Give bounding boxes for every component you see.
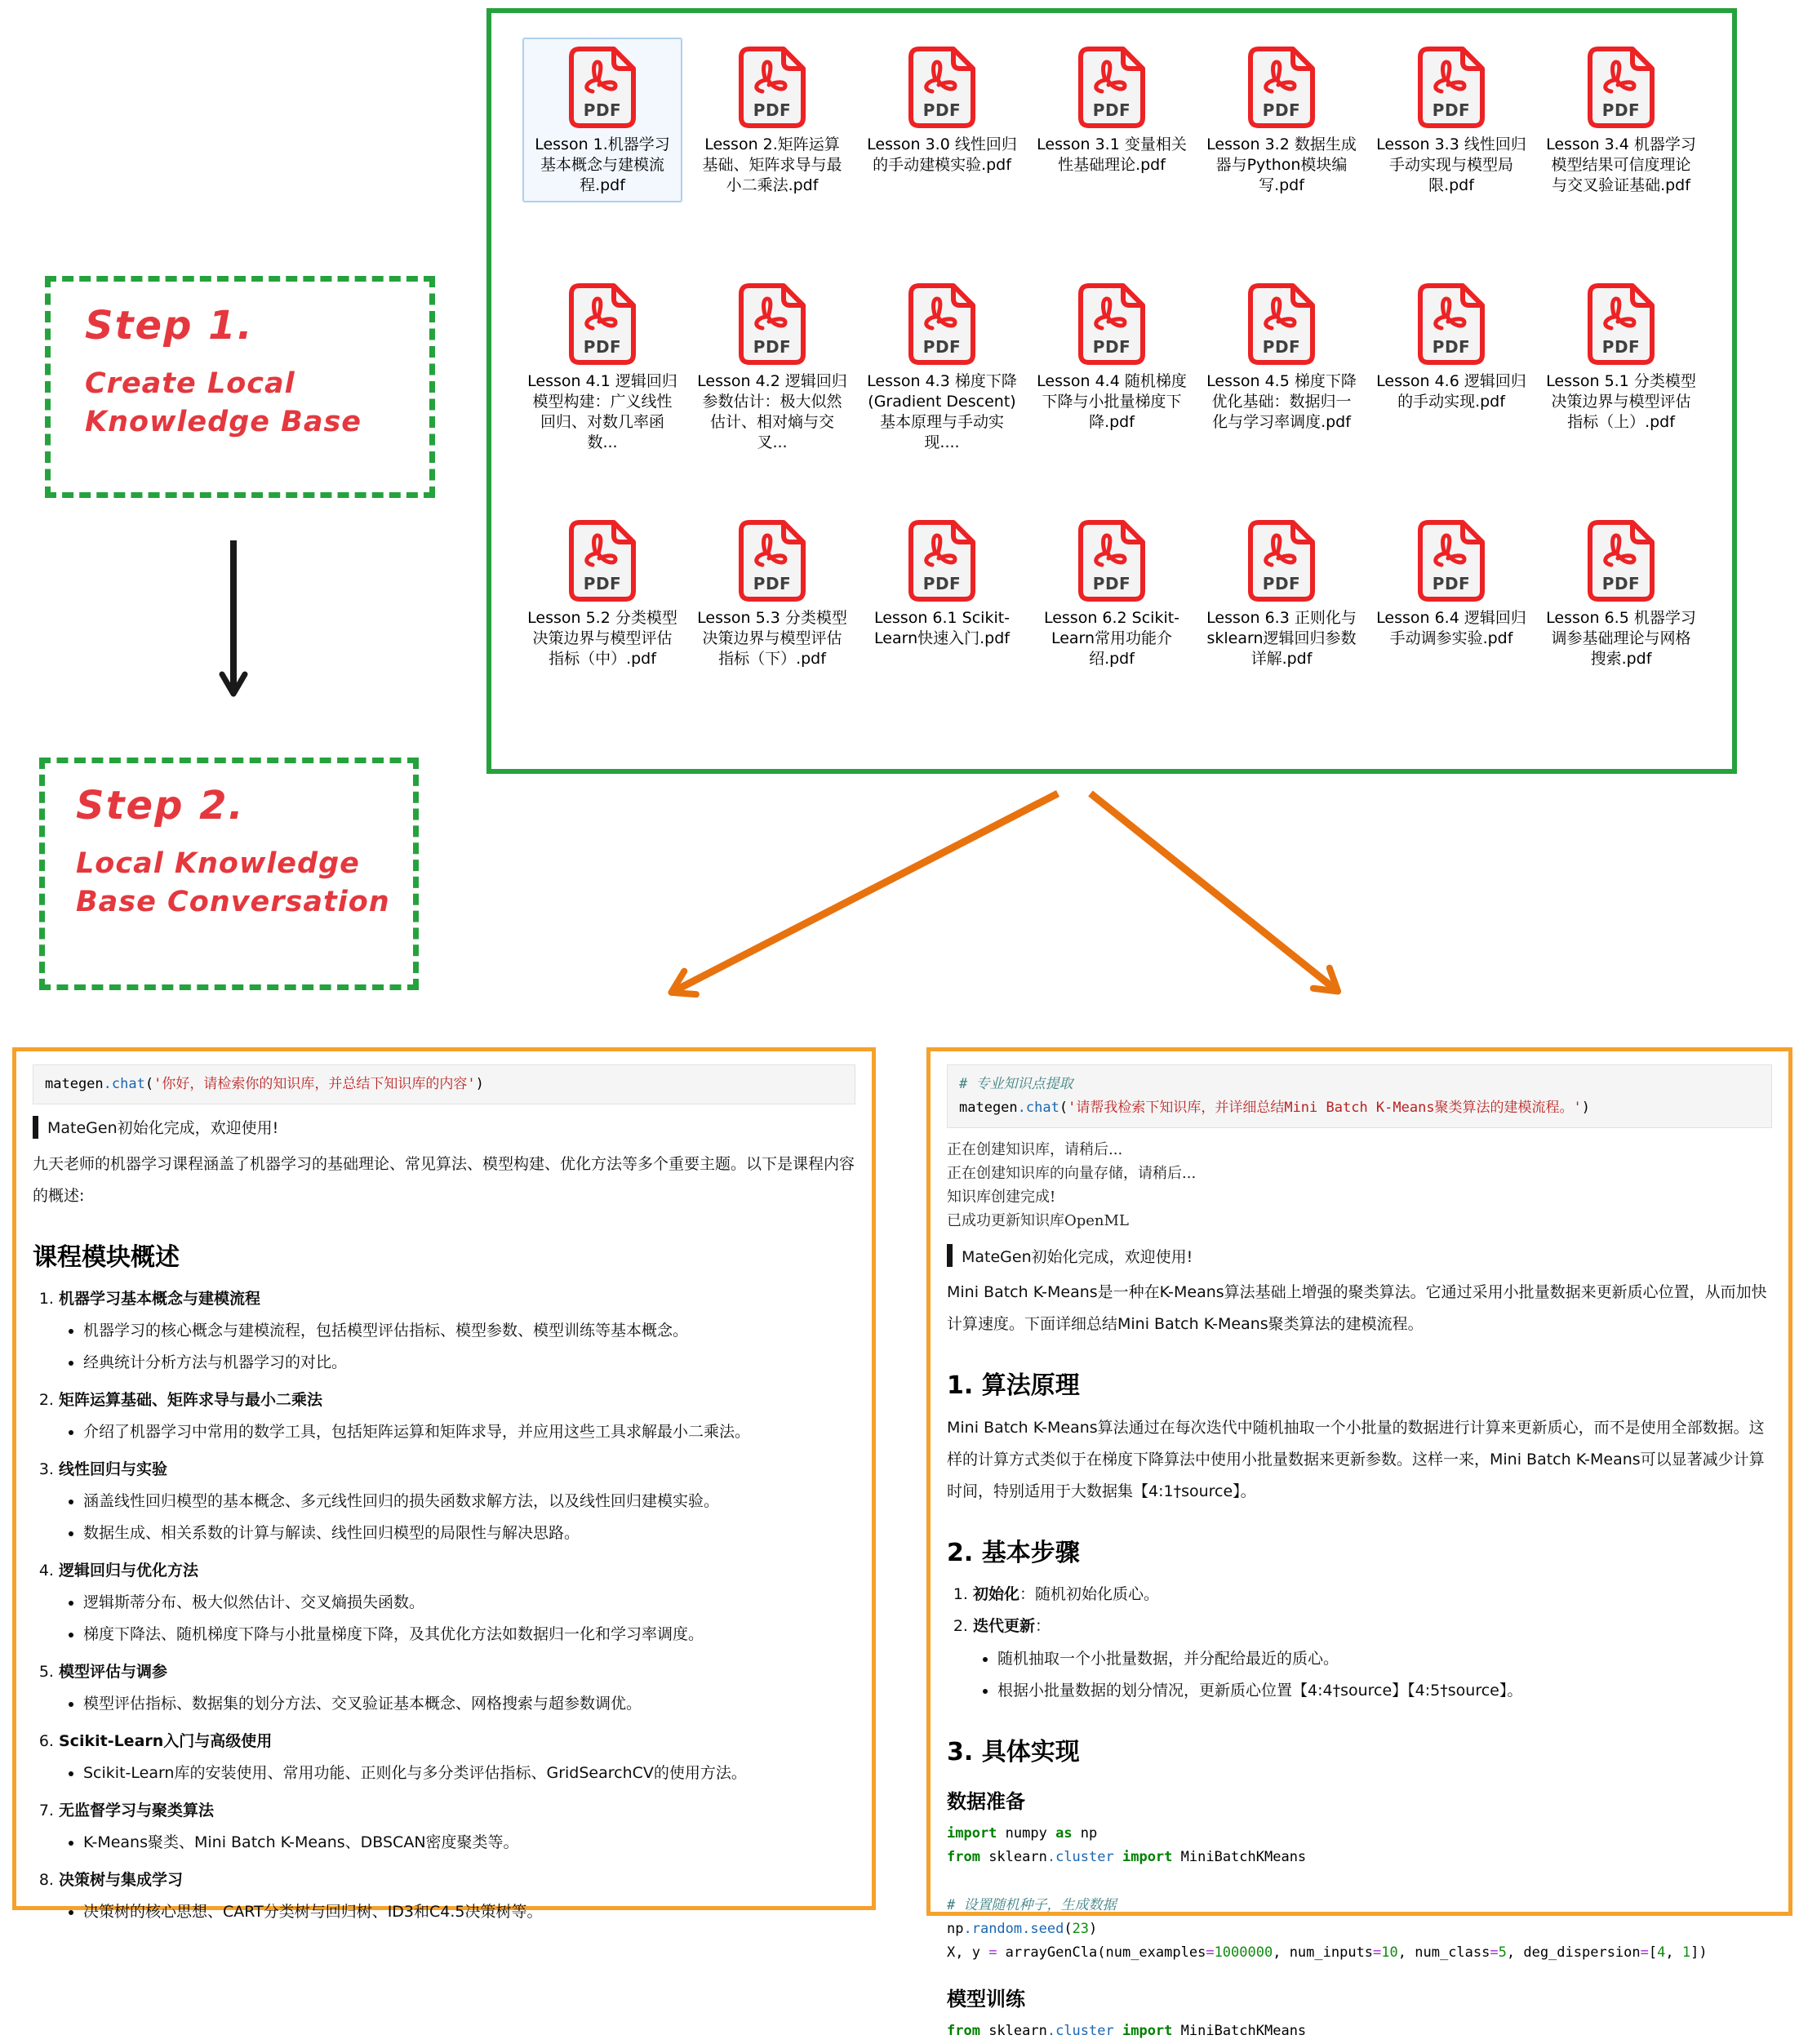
pdf-file-icon [908,282,976,366]
module-item [59,1556,855,1651]
pdf-file-icon [1077,519,1146,602]
minibatch-intro-paragraph: Mini Batch K-Means是一种在K-Means算法基础上增强的聚类算法。它通过采用小批量数据来更新质心位置，从而加快计算速度。下面详细总结Mini Batch K-Means聚类算法的建模流程。 [947,1283,1767,1334]
pdf-badge-label: PDF [1432,100,1471,120]
module-title: 无监督学习与聚类算法 [59,1801,215,1820]
pdf-file[interactable] [522,274,682,460]
module-bullet: • Scikit-Learn库的安装使用、常用功能、正则化与多分类评估指标、GridSearchCV的使用方法。 [83,1757,855,1789]
pdf-badge-label: PDF [1601,337,1641,357]
pdf-file-name: Lesson 3.3 线性回归手动实现与模型局限.pdf [1376,136,1526,195]
heading-data-prep: 数据准备 [947,1790,1025,1814]
step1-caption-line2: Knowledge Base [85,406,362,439]
init-message [33,1116,855,1139]
pdf-file-icon [908,519,976,602]
notebook-panel-minibatch [926,1047,1792,2040]
pdf-file-name: Lesson 3.2 数据生成器与Python模块编写.pdf [1206,136,1357,195]
module-item [59,1284,855,1379]
pdf-file-icon [1077,46,1146,129]
module-bullet-list [59,1827,855,1859]
init-message [947,1244,1772,1267]
module-title: Scikit-Learn入门与高级使用 [59,1731,273,1750]
module-bullet-list [59,1896,855,1928]
module-bullet-list [59,1416,855,1448]
pdf-badge-label: PDF [922,100,962,120]
pdf-file-icon [568,519,637,602]
module-title: 矩阵运算基础、矩阵求导与最小二乘法 [59,1390,323,1409]
pdf-file-name: Lesson 6.1 Scikit-Learn快速入门.pdf [873,609,1011,648]
pdf-file-icon [568,282,637,366]
step2-title: Step 2. [76,783,245,829]
pdf-file[interactable] [692,38,852,202]
pdf-badge-label: PDF [1262,100,1301,120]
pdf-badge-label: PDF [1092,574,1131,593]
module-bullet-list [59,1757,855,1789]
pdf-file-icon [738,282,806,366]
pdf-file[interactable] [1032,511,1192,676]
module-title: 线性回归与实验 [59,1460,168,1478]
pdf-badge-label: PDF [753,100,792,120]
pdf-file[interactable] [1541,511,1701,676]
pdf-file[interactable] [1371,511,1531,655]
heading-algorithm-principle: 1. 算法原理 [947,1371,1080,1401]
pdf-file-name: Lesson 4.2 逻辑回归参数估计：极大似然估计、相对熵与交叉... [697,372,847,452]
step-item-rest: ： [1035,1617,1051,1636]
module-item [59,1385,855,1448]
step1-caption-line1: Create Local [85,367,295,400]
pdf-file[interactable] [692,274,852,460]
pdf-file[interactable] [1541,274,1701,439]
pdf-badge-label: PDF [1092,100,1131,120]
pdf-file[interactable] [1202,511,1361,676]
pdf-file-icon [1417,282,1486,366]
progress-line: 正在创建知识库，请稍后... [947,1140,1123,1158]
pdf-file-name: Lesson 6.2 Scikit-Learn常用功能介绍.pdf [1043,609,1180,669]
step-bullet: • 根据小批量数据的划分情况，更新质心位置【4:4†source】【4:5†source】。 [997,1675,1772,1707]
pdf-file-icon [1077,282,1146,366]
pdf-file-name: Lesson 5.1 分类模型决策边界与模型评估指标（上）.pdf [1546,372,1696,432]
module-item [59,1796,855,1859]
pdf-badge-label: PDF [753,574,792,593]
arrow-to-right-notebook-icon [1091,793,1335,989]
pdf-file-grid [522,38,1701,731]
heading-model-training: 模型训练 [947,1988,1025,2011]
basic-steps-list [947,1580,1772,1707]
pdf-file-name: Lesson 3.4 机器学习模型结果可信度理论与交叉验证基础.pdf [1546,136,1696,195]
pdf-file-icon [738,46,806,129]
pdf-file[interactable] [692,511,852,676]
pdf-badge-label: PDF [1432,337,1471,357]
pdf-file-name: Lesson 1.机器学习基本概念与建模流程.pdf [535,136,670,195]
module-title: 决策树与集成学习 [59,1870,184,1889]
step-bullet: • 随机抽取一个小批量数据，并分配给最近的质心。 [997,1643,1772,1675]
module-title: 模型评估与调参 [59,1662,168,1681]
pdf-file-name: Lesson 3.0 线性回归的手动建模实验.pdf [867,136,1017,175]
module-bullet-list [59,1486,855,1549]
step1-title: Step 1. [85,303,254,349]
pdf-badge-label: PDF [583,574,622,593]
pdf-badge-label: PDF [1432,574,1471,593]
pdf-badge-label: PDF [1601,574,1641,593]
course-intro-paragraph: 九天老师的机器学习课程涵盖了机器学习的基础理论、常见算法、模型构建、优化方法等多个重要主题。以下是课程内容的概述: [33,1154,855,1205]
pdf-file-icon [1417,519,1486,602]
pdf-file-icon [1417,46,1486,129]
pdf-file[interactable] [1371,274,1531,419]
module-bullet-list [59,1688,855,1720]
pdf-file-name: Lesson 6.4 逻辑回归手动调参实验.pdf [1376,609,1526,648]
pdf-file-name: Lesson 4.1 逻辑回归模型构建：广义线性回归、对数几率函数... [527,372,677,452]
step2-annotation [39,758,419,990]
module-item [59,1726,855,1789]
init-message-text: MateGen初始化完成，欢迎使用! [47,1119,279,1138]
pdf-file-icon [1247,282,1316,366]
heading-basic-steps: 2. 基本步骤 [947,1539,1080,1568]
pdf-file[interactable] [862,274,1022,460]
module-bullet: • 介绍了机器学习中常用的数学工具，包括矩阵运算和矩阵求导，并应用这些工具求解最小二乘法。 [83,1416,855,1448]
pdf-file-icon [568,46,637,129]
progress-line: 已成功更新知识库OpenML [947,1212,1129,1230]
pdf-file-name: Lesson 6.5 机器学习调参基础理论与网格搜索.pdf [1546,609,1696,669]
pdf-badge-label: PDF [1092,337,1131,357]
step1-annotation [45,276,435,498]
heading-implementation: 3. 具体实现 [947,1738,1080,1767]
pdf-file-name: Lesson 4.6 逻辑回归的手动实现.pdf [1376,372,1526,411]
course-overview-heading: 课程模块概述 [33,1242,180,1272]
pdf-badge-label: PDF [583,337,622,357]
step-item [973,1611,1772,1707]
pdf-file-icon [1247,519,1316,602]
pdf-file[interactable] [1541,38,1701,202]
code-cell-chat-minibatch[interactable]: # 专业知识点提取 mategen.chat('请帮我检索下知识库，并详细总结Mini Batch K-Means聚类算法的建模流程。') [947,1064,1772,1128]
pdf-file-icon [1587,519,1655,602]
arrow-to-left-notebook-icon [674,793,1058,991]
pdf-badge-label: PDF [753,337,792,357]
pdf-file[interactable] [1202,38,1361,202]
module-bullet: • K-Means聚类、Mini Batch K-Means、DBSCAN密度聚类等。 [83,1827,855,1859]
module-bullet: • 梯度下降法、随机梯度下降与小批量梯度下降，及其优化方法如数据归一化和学习率调度。 [83,1619,855,1651]
module-item [59,1657,855,1720]
module-bullet: • 决策树的核心思想、CART分类树与回归树、ID3和C4.5决策树等。 [83,1896,855,1928]
pdf-file-name: Lesson 2.矩阵运算基础、矩阵求导与最小二乘法.pdf [702,136,842,195]
pdf-file[interactable] [862,38,1022,182]
pdf-file-name: Lesson 4.4 随机梯度下降与小批量梯度下降.pdf [1037,372,1187,432]
kb-progress-output [947,1138,1772,1233]
pdf-file-icon [738,519,806,602]
module-bullet: • 逻辑斯蒂分布、极大似然估计、交叉熵损失函数。 [83,1587,855,1619]
module-item [59,1455,855,1549]
pdf-file[interactable] [522,511,682,676]
pdf-file[interactable] [1032,38,1192,182]
pdf-badge-label: PDF [1262,337,1301,357]
pdf-file[interactable] [1371,38,1531,202]
pdf-file-name: Lesson 3.1 变量相关性基础理论.pdf [1037,136,1187,175]
pdf-file[interactable] [1202,274,1361,439]
step-item-rest: ：随机初始化质心。 [1019,1585,1160,1604]
step-item-bold: 初始化 [973,1585,1020,1604]
pdf-badge-label: PDF [922,337,962,357]
pdf-file-name: Lesson 4.3 梯度下降(Gradient Descent)基本原理与手动实现.... [867,372,1017,452]
module-bullet: • 涵盖线性回归模型的基本概念、多元线性回归的损失函数求解方法，以及线性回归建模实验。 [83,1486,855,1517]
pdf-file-icon [1587,46,1655,129]
module-title: 逻辑回归与优化方法 [59,1561,199,1580]
pdf-file[interactable] [522,38,682,202]
step2-caption-line2: Base Conversation [76,886,390,919]
pdf-badge-label: PDF [922,574,962,593]
pdf-file-name: Lesson 5.3 分类模型决策边界与模型评估指标（下）.pdf [697,609,847,669]
output-marker-bar [33,1116,38,1139]
step-bullet-list [973,1643,1772,1707]
pdf-file-icon [1587,282,1655,366]
pdf-file-name: Lesson 6.3 正则化与sklearn逻辑回归参数详解.pdf [1206,609,1357,669]
module-bullet-list [59,1315,855,1379]
module-title: 机器学习基本概念与建模流程 [59,1289,261,1308]
notebook-panel-summary [12,1047,876,1921]
knowledge-base-folder [486,8,1737,774]
pdf-file[interactable] [1032,274,1192,439]
pdf-badge-label: PDF [583,100,622,120]
step-item-bold: 迭代更新 [973,1617,1036,1636]
output-marker-bar [947,1244,953,1267]
module-bullet: • 经典统计分析方法与机器学习的对比。 [83,1347,855,1379]
module-bullet: • 机器学习的核心概念与建模流程，包括模型评估指标、模型参数、模型训练等基本概念。 [83,1315,855,1347]
module-bullet: • 数据生成、相关系数的计算与解读、线性回归模型的局限性与解决思路。 [83,1517,855,1549]
code-block-data-prep: import numpy as np from sklearn.cluster import MiniBatchKMeans # 设置随机种子，生成数据 np.random.seed(23) X, y = arrayGenCla(num_examples=1000000, num_inputs=10, num_class=5, deg_dispersion=[4, 1]) [947,1825,1708,1962]
pdf-file-name: Lesson 4.5 梯度下降优化基础：数据归一化与学习率调度.pdf [1206,372,1357,432]
course-modules-list [33,1284,855,1928]
algorithm-principle-paragraph: Mini Batch K-Means算法通过在每次迭代中随机抽取一个小批量的数据进行计算来更新质心，而不是使用全部数据。这样的计算方式类似于在梯度下降算法中使用小批量数据来更新参数。这样一来，Mini Batch K-Means可以显著减少计算时间，特别适用于大数据集【4:1†source】。 [947,1419,1765,1501]
pdf-badge-label: PDF [1262,574,1301,593]
module-item [59,1865,855,1928]
init-message-text: MateGen初始化完成，欢迎使用! [962,1247,1193,1266]
module-bullet: • 模型评估指标、数据集的划分方法、交叉验证基本概念、网格搜索与超参数调优。 [83,1688,855,1720]
pdf-file[interactable] [862,511,1022,655]
code-cell-chat-summary[interactable]: mategen.chat('你好，请检索你的知识库，并总结下知识库的内容') [33,1064,855,1104]
step2-caption-line1: Local Knowledge [76,847,360,880]
progress-line: 正在创建知识库的向量存储，请稍后... [947,1164,1197,1182]
pdf-badge-label: PDF [1601,100,1641,120]
progress-line: 知识库创建完成! [947,1189,1056,1206]
code-block-model-training: from sklearn.cluster import MiniBatchKMeans [947,2023,1307,2040]
step-item [973,1580,1772,1610]
module-bullet-list [59,1587,855,1651]
pdf-file-icon [908,46,976,129]
pdf-file-name: Lesson 5.2 分类模型决策边界与模型评估指标（中）.pdf [527,609,677,669]
pdf-file-icon [1247,46,1316,129]
